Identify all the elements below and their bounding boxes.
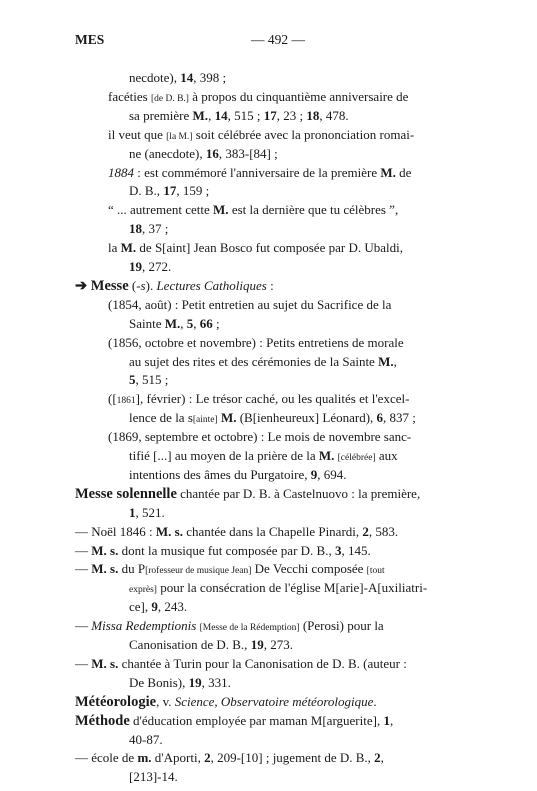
- text-segment: de: [395, 164, 412, 180]
- text-segment: , 837 ;: [383, 410, 416, 426]
- text-segment: [tout: [366, 566, 385, 577]
- text-segment: [Messe de la Rédemption]: [199, 623, 300, 634]
- text-segment: 14: [214, 107, 228, 123]
- text-segment: d'Aporti,: [151, 750, 205, 766]
- text-segment: D. B.,: [129, 183, 164, 199]
- text-line: [129, 674, 231, 693]
- text-segment: ,: [208, 107, 215, 123]
- text-segment: ;: [212, 315, 220, 331]
- text-line: [129, 182, 209, 201]
- text-segment: (-: [128, 277, 141, 293]
- text-segment: s: [140, 277, 146, 293]
- text-segment: , 272.: [142, 259, 172, 274]
- text-segment: , 331.: [201, 674, 231, 690]
- text-segment: [ainte]: [192, 415, 218, 426]
- text-segment: d'éducation employée par maman M[arguerite],: [129, 712, 384, 728]
- text-segment: 19: [188, 674, 202, 690]
- text-segment: exprès]: [129, 585, 157, 596]
- text-segment: 17: [263, 107, 277, 123]
- text-line: [75, 523, 398, 542]
- text-line: [108, 201, 398, 220]
- text-segment: M.: [192, 107, 209, 123]
- text-segment: [célébrée]: [337, 453, 376, 463]
- text-segment: Messe: [90, 277, 129, 294]
- text-segment: M.: [318, 448, 335, 463]
- text-segment: (1869, septembre et octobre) : Le mois de novembre sanc-: [108, 429, 412, 445]
- text-line: [129, 145, 278, 164]
- text-segment: ,: [389, 712, 394, 728]
- text-segment: 9: [310, 466, 318, 482]
- text-segment: 2: [374, 750, 381, 766]
- text-line: [129, 768, 178, 787]
- text-segment: M. s.: [91, 561, 119, 577]
- text-segment: , 383-[84] ;: [218, 145, 278, 161]
- text-segment: Méthode: [75, 712, 130, 729]
- text-segment: :: [266, 277, 274, 293]
- text-line: [129, 220, 168, 239]
- text-segment: , 273.: [263, 637, 293, 652]
- text-line: [129, 731, 163, 750]
- text-segment: necdote),: [129, 70, 181, 85]
- text-segment: — Noël 1846 :: [75, 523, 156, 539]
- text-segment: pour la consécration de l'église M[arie]-A[uxiliatri-: [156, 580, 428, 596]
- page-number: — 492 —: [251, 32, 305, 47]
- text-line: [108, 164, 411, 183]
- text-segment: —: [75, 655, 92, 671]
- text-segment: , 23 ;: [276, 107, 307, 123]
- text-segment: 5: [129, 372, 136, 388]
- text-segment: , 243.: [157, 599, 188, 615]
- text-segment: 3: [334, 542, 342, 558]
- text-segment: du P: [118, 561, 146, 577]
- text-segment: 9: [151, 599, 158, 615]
- text-segment: au sujet des rites et des cérémonies de la Sainte: [129, 353, 379, 369]
- text-segment: tifié [...] au moyen de la prière de la: [129, 448, 319, 463]
- text-line: [75, 712, 393, 731]
- text-segment: M.: [164, 315, 181, 331]
- text-line: [129, 636, 293, 655]
- text-segment: ce],: [129, 599, 152, 615]
- text-segment: 1: [129, 504, 136, 520]
- text-line: [108, 239, 403, 258]
- text-segment: lence de la s: [129, 410, 193, 426]
- text-segment: , 37 ;: [142, 221, 169, 237]
- running-head: MES: [75, 32, 105, 47]
- text-line: [129, 107, 349, 126]
- text-line: [129, 579, 427, 600]
- text-line: [129, 447, 398, 468]
- text-line: [75, 542, 371, 561]
- text-segment: Météorologie: [75, 693, 157, 710]
- text-segment: Messe solennelle: [75, 485, 177, 502]
- text-segment: , 209-[10] ; jugement de D. B.,: [210, 750, 375, 766]
- text-line: [129, 371, 168, 390]
- text-line: [108, 88, 408, 109]
- text-line: [108, 296, 391, 315]
- text-segment: 16: [205, 145, 219, 161]
- text-segment: (Perosi) pour la: [299, 618, 384, 634]
- text-segment: 40-87.: [129, 731, 163, 747]
- text-line: [75, 485, 420, 504]
- text-segment: M. s.: [155, 523, 183, 539]
- text-segment: , 478.: [319, 107, 349, 123]
- text-segment: il veut que: [108, 126, 167, 142]
- text-segment: ([: [108, 391, 117, 407]
- text-line: [108, 126, 414, 147]
- text-segment: 66: [199, 315, 213, 331]
- text-line: [129, 69, 226, 88]
- text-segment: , 515 ;: [135, 372, 169, 388]
- text-segment: chantée à Turin pour la Canonisation de D. B. (auteur :: [118, 655, 407, 671]
- text-segment: , 398 ;: [193, 70, 227, 85]
- text-segment: , 145.: [341, 542, 371, 558]
- text-segment: Science: [174, 693, 215, 709]
- text-segment: ,: [180, 315, 187, 331]
- text-segment: : est commémoré l'anniversaire de la première: [134, 164, 381, 180]
- text-segment: Canonisation de D. B.,: [129, 637, 251, 652]
- text-segment: Lectures Catholiques: [156, 277, 267, 293]
- text-segment: m.: [137, 750, 152, 766]
- text-segment: De Vecchi composée: [251, 561, 367, 577]
- text-segment: soit célébrée avec la prononciation romai-: [192, 126, 415, 142]
- text-segment: [la M.]: [166, 131, 193, 142]
- text-segment: M. s.: [91, 542, 119, 558]
- text-segment: 1884: [108, 164, 134, 180]
- text-segment: facéties: [108, 88, 151, 104]
- text-line: [129, 466, 346, 485]
- text-segment: 6: [376, 410, 384, 426]
- text-segment: 1: [383, 712, 390, 728]
- text-segment: de S[aint] Jean Bosco fut composée par D. Ubaldi,: [136, 240, 403, 256]
- text-segment: M.: [120, 240, 137, 256]
- text-line: [129, 504, 165, 523]
- text-segment: Observatoire météorologique: [220, 693, 374, 709]
- text-segment: (B[ienheureux] Léonard),: [236, 410, 377, 426]
- text-segment: [de D. B.]: [150, 93, 189, 104]
- text-segment: ,: [214, 693, 221, 709]
- text-segment: la: [108, 240, 121, 256]
- text-segment: chantée par D. B. à Castelnuovo : la première,: [176, 485, 421, 501]
- text-segment: , 694.: [317, 466, 347, 482]
- text-segment: “ ... autrement cette: [108, 202, 214, 218]
- text-segment: 2: [362, 523, 369, 539]
- text-segment: ,: [393, 353, 397, 369]
- text-segment: ], février) : Le trésor caché, ou les qualités et l'excel-: [135, 391, 410, 407]
- text-segment: 5: [186, 315, 194, 331]
- text-segment: 18: [306, 107, 320, 123]
- text-segment: intentions des âmes du Purgatoire,: [129, 466, 311, 482]
- text-line: [129, 409, 416, 430]
- text-segment: 14: [180, 70, 194, 85]
- text-line: [108, 334, 404, 353]
- text-segment: dont la musique fut composée par D. B.,: [118, 542, 335, 558]
- text-segment: —: [75, 561, 92, 577]
- text-segment: 2: [204, 750, 211, 766]
- text-segment: —: [75, 618, 92, 634]
- text-line: [129, 353, 397, 372]
- text-segment: [213]-14.: [129, 769, 178, 785]
- text-segment: ne (anecdote),: [129, 145, 206, 161]
- text-segment: ).: [145, 277, 157, 293]
- text-segment: —: [75, 542, 92, 558]
- text-line: [75, 277, 274, 296]
- text-segment: , 515 ;: [227, 107, 264, 123]
- text-segment: 19: [129, 259, 142, 274]
- text-line: [75, 617, 384, 638]
- text-segment: De Bonis),: [129, 674, 189, 690]
- text-segment: 19: [250, 637, 264, 652]
- text-segment: Missa Redemptionis: [91, 618, 197, 634]
- text-segment: , 159 ;: [176, 183, 210, 199]
- text-segment: , 521.: [135, 504, 165, 520]
- text-line: [129, 258, 171, 277]
- text-segment: — école de: [75, 750, 138, 766]
- text-segment: chantée dans la Chapelle Pinardi,: [182, 523, 363, 539]
- text-segment: M.: [213, 202, 229, 218]
- text-line: [129, 598, 187, 617]
- text-segment: à propos du cinquantième anniversaire de: [188, 88, 409, 104]
- text-line: [129, 315, 220, 334]
- text-segment: (1856, octobre et novembre) : Petits entretiens de morale: [108, 334, 404, 350]
- text-segment: M.: [380, 164, 396, 180]
- text-segment: M.: [378, 353, 394, 369]
- text-line: [75, 655, 407, 674]
- text-segment: 17: [163, 183, 177, 199]
- text-segment: est la dernière que tu célèbres ”,: [228, 202, 399, 218]
- text-segment: 18: [129, 221, 142, 237]
- text-segment: M. s.: [91, 655, 119, 671]
- text-segment: , v.: [156, 693, 175, 709]
- text-line: [108, 428, 411, 447]
- text-segment: (1854, août) : Petit entretien au sujet du Sacrifice de la: [108, 296, 392, 312]
- text-segment: , 583.: [368, 523, 399, 539]
- text-segment: sa première: [129, 107, 193, 123]
- text-segment: .: [373, 693, 377, 709]
- text-segment: 1861: [116, 396, 136, 407]
- text-segment: M.: [220, 410, 237, 426]
- text-segment: ,: [193, 315, 200, 331]
- text-line: [75, 560, 385, 581]
- text-segment: [rofesseur de musique Jean]: [145, 566, 252, 577]
- text-segment: ,: [380, 750, 384, 766]
- text-segment: Sainte: [129, 315, 165, 331]
- text-line: [75, 749, 384, 768]
- text-segment: aux: [375, 448, 398, 463]
- text-line: [108, 390, 409, 411]
- text-segment: ➔: [75, 277, 91, 294]
- text-line: [75, 693, 377, 712]
